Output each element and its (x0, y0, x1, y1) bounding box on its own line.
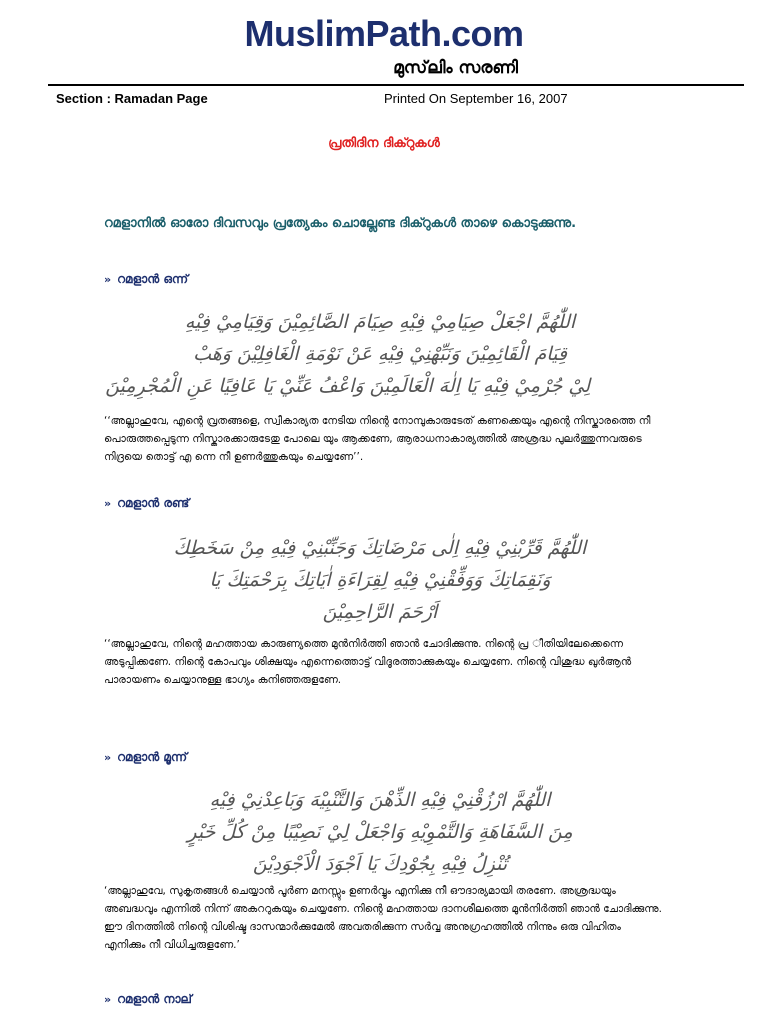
page-title: പ്രതിദിന ദിക്റുകള്‍ (328, 136, 440, 151)
day-title: റമളാന്‍ മൂന്ന് (117, 750, 188, 764)
day-title: റമളാന്‍ ഒന്ന് (117, 272, 189, 286)
arabic-line: وَنَقِمَاتِكَ وَوَفِّقْنِيْ فِيْهِ لِقِرَاءَةِ اٰيَاتِكَ بِرَحْمَتِكَ يَا (209, 569, 551, 591)
page-header (0, 0, 768, 110)
section-label: Section : Ramadan Page (56, 91, 208, 106)
intro-text: റമളാനില്‍ ഓരോ ദിവസവും പ്രത്യേകം ചൊല്ലേണ്ട ദിക്റുകള്‍ താഴെ കൊടുക്കുന്നു. (104, 216, 577, 231)
arabic-line: قِيَامَ الْقَائِمِيْنَ وَنَبِّهْنِيْ فِيْهِ عَنْ نَوْمَةِ الْغَافِلِيْنَ وَهَبْ (193, 343, 567, 365)
translation-2: ‘‘അല്ലാഹുവേ, നിന്റെ മഹത്തായ കാരുണ്യത്തെ മുന്‍നിര്‍ത്തി ഞാന്‍ ചോദിക്കുന്നു. നിന്റെ പ്ര ീതിയിലേക്കെന്നെ അടുപ്പിക്കണേ. നിന്റെ കോപവും ശിക്ഷയും എന്നെത്തൊട്ട് വിദൂരത്താക്കുകയും ചെയ്യണേ. നിന്റെ വിശുദ്ധ ഖുര്‍ആന്‍ പാരായണം ചെയ്യാനുള്ള ഭാഗ്യം കനിഞ്ഞരുളണേ. (104, 638, 632, 686)
chevron-right-icon: » (104, 993, 112, 1006)
translation-1: ‘‘അല്ലാഹുവേ, എന്റെ വ്രതങ്ങളെ, സ്വീകാര്യത നേടിയ നിന്റെ നോമ്പുകാരുടേത് കണക്കെയും എന്റെ നിസ്കാരത്തെ നീ പൊരുത്തപ്പെടുന്ന നിസ്കാരക്കാരുടേതു പോലെ യും ആക്കണേ, ആരാധനാകാര്യത്തില്‍ അശ്രദ്ധ പുലര്‍ത്തുന്നവരുടെ നിദ്രയെ തൊട്ട് എ ന്നെ നീ ഉണര്‍ത്തുകയും ചെയ്യണേ’’. (104, 415, 651, 463)
arabic-line: مِنَ السَّفَاهَةِ وَالتَّمْوِيْهِ وَاجْعَلْ لِيْ نَصِيْبًا مِنْ كُلِّ خَيْرٍ (187, 821, 573, 843)
arabic-line: اللّٰهُمَّ قَرِّبْنِيْ فِيْهِ اِلٰى مَرْضَاتِكَ وَجَنِّبْنِيْ فِيْهِ مِنْ سَخَطِكَ (173, 537, 587, 559)
arabic-line: لِيْ جُرْمِيْ فِيْهِ يَا اِلٰهَ الْعَالَمِيْنَ وَاعْفُ عَنِّيْ يَا عَافِيًا عَنِ الْمُجْرِمِيْنَ (105, 375, 590, 397)
arabic-line: اَرْحَمَ الرَّاحِمِيْنَ (322, 601, 438, 623)
day-title: റമളാന്‍ നാല് (117, 992, 192, 1006)
printed-date: Printed On September 16, 2007 (384, 91, 568, 106)
day-heading-4 (104, 992, 192, 1007)
chevron-right-icon: » (104, 751, 112, 764)
day-heading-2 (104, 496, 189, 511)
arabic-dua-3 (170, 784, 590, 880)
arabic-line: اللّٰهُمَّ اجْعَلْ صِيَامِيْ فِيْهِ صِيَامَ الصَّائِمِيْنَ وَقِيَامِيْ فِيْهِ (184, 311, 576, 333)
site-logo-subtitle: മുസ്‌ലിം സരണി (393, 58, 518, 78)
site-logo[interactable]: MuslimPath.com (244, 13, 524, 54)
arabic-dua-1 (105, 306, 590, 402)
arabic-line: تُنْزِلُ فِيْهِ بِجُوْدِكَ يَا اَجْوَدَ الْاَجْوَدِيْنَ (252, 853, 508, 875)
chevron-right-icon: » (104, 497, 112, 510)
arabic-dua-2 (170, 532, 590, 628)
header-divider (48, 84, 744, 86)
chevron-right-icon: » (104, 273, 112, 286)
arabic-line: اللّٰهُمَّ ارْزُقْنِيْ فِيْهِ الذِّهْنَ وَالتَّنْبِيْهَ وَبَاعِدْنِيْ فِيْهِ (209, 789, 551, 811)
day-title: റമളാന്‍ രണ്ട് (117, 496, 190, 510)
day-heading-3 (104, 750, 187, 765)
day-heading-1 (104, 272, 188, 287)
translation-3: ‘അല്ലാഹുവേ, സുകൃതങ്ങള്‍ ചെയ്യാന്‍ പൂര്‍ണ മനസ്സും ഉണര്‍വ്വും എനിക്കു നീ ഔദാര്യമായി തരണേ. അശ്രദ്ധയും അബദ്ധവും എന്നില്‍ നിന്ന് അകററുകയും ചെയ്യണേ. നിന്റെ മഹത്തായ ദാനശീലത്തെ മുന്‍നിര്‍ത്തി ഞാന്‍ ചോദിക്കുന്നു. ഈ ദിനത്തില്‍ നിന്റെ വിശിഷ്ട ദാസന്മാര്‍ക്കുമേല്‍ അവതരിക്കുന്ന സര്‍വ്വ അനുഗ്രഹത്തില്‍ നിന്നും ഒരു വിഹിതം എനിക്കും നീ വിധിച്ചരുളണേ.’ (104, 885, 662, 951)
